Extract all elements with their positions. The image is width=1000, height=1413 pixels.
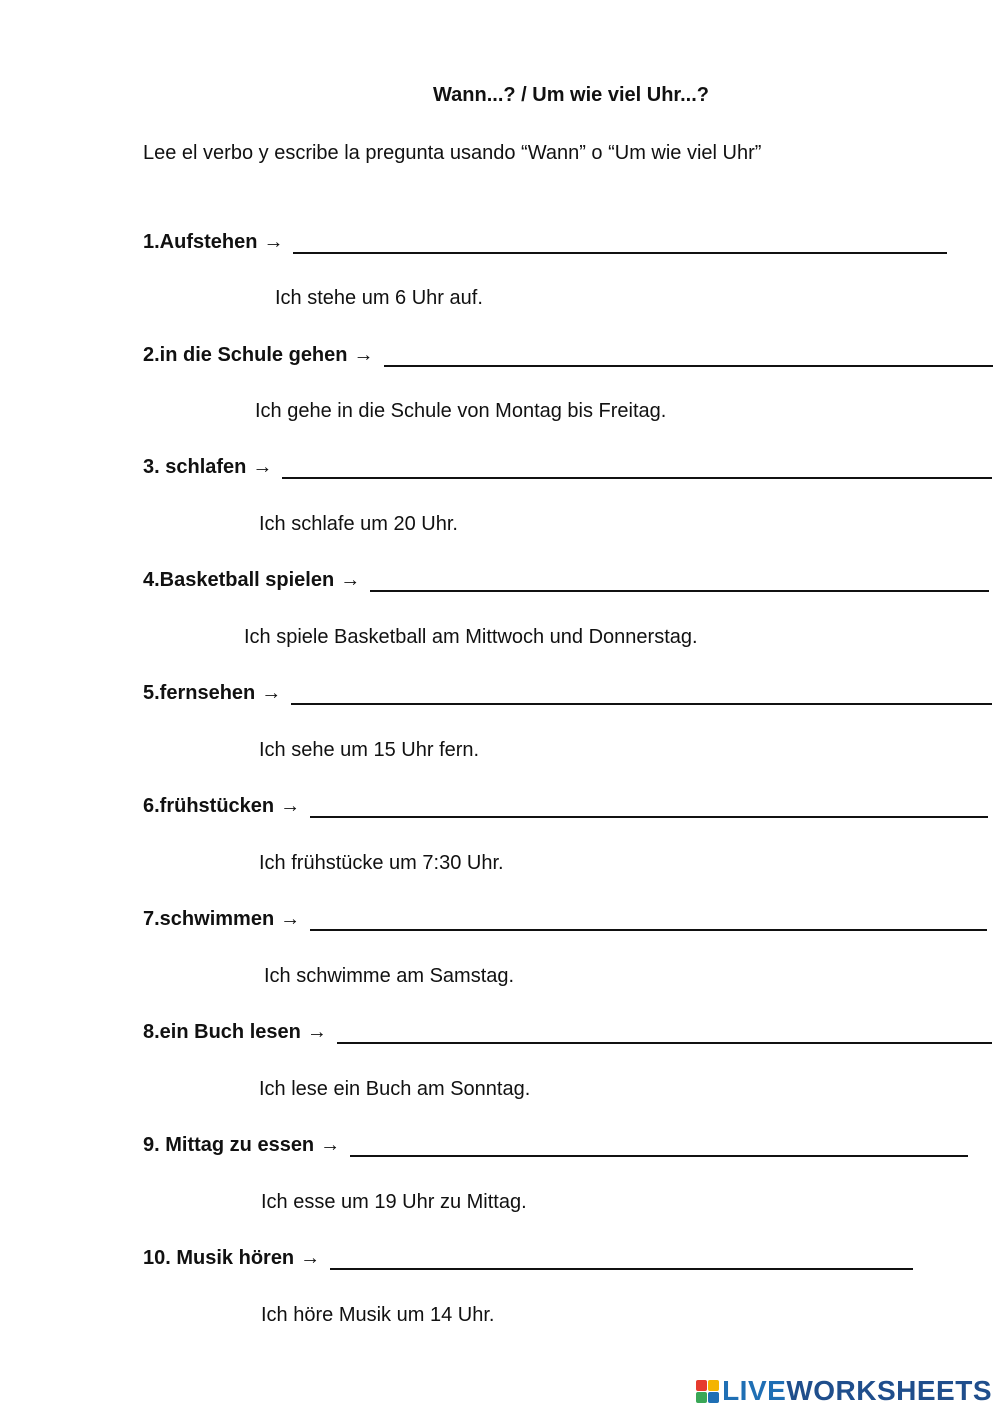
arrow-icon: → (353, 344, 374, 366)
verb-prompt: 1.Aufstehen (143, 231, 258, 253)
arrow-icon: → (280, 908, 301, 930)
answer-sentence-1: Ich stehe um 6 Uhr auf. (275, 287, 483, 309)
arrow-icon: → (252, 456, 273, 478)
arrow-icon: → (340, 569, 361, 591)
verb-prompt: 2.in die Schule gehen (143, 344, 348, 366)
answer-sentence-4: Ich spiele Basketball am Mittwoch und Donnerstag. (244, 626, 698, 648)
arrow-icon: → (280, 795, 301, 817)
answer-blank[interactable] (337, 1020, 992, 1044)
verb-prompt: 9. Mittag zu essen (143, 1134, 315, 1156)
worksheet-title: Wann...? / Um wie viel Uhr...? (433, 84, 709, 106)
verb-prompt: 3. schlafen (143, 456, 247, 478)
verb-prompt: 4.Basketball spielen (143, 569, 335, 591)
answer-sentence-2: Ich gehe in die Schule von Montag bis Freitag. (255, 400, 667, 422)
liveworksheets-logo-icon (696, 1380, 719, 1403)
logo-text-worksheets: WORKSHEETS (786, 1375, 992, 1406)
verb-prompt: 7.schwimmen (143, 908, 275, 930)
arrow-icon: → (320, 1134, 341, 1156)
answer-sentence-10: Ich höre Musik um 14 Uhr. (261, 1304, 495, 1326)
answer-blank[interactable] (370, 568, 989, 592)
answer-blank[interactable] (291, 681, 992, 705)
arrow-icon: → (263, 231, 284, 253)
arrow-icon: → (300, 1247, 321, 1269)
answer-sentence-6: Ich frühstücke um 7:30 Uhr. (259, 852, 504, 874)
answer-sentence-7: Ich schwimme am Samstag. (264, 965, 515, 987)
answer-blank[interactable] (310, 794, 988, 818)
liveworksheets-logo (696, 1375, 992, 1407)
answer-blank[interactable] (330, 1246, 913, 1270)
verb-prompt: 5.fernsehen (143, 682, 256, 704)
answer-blank[interactable] (282, 455, 992, 479)
instruction-text: Lee el verbo y escribe la pregunta usando “Wann” o “Um wie viel Uhr” (143, 142, 762, 164)
arrow-icon: → (261, 682, 282, 704)
answer-sentence-5: Ich sehe um 15 Uhr fern. (259, 739, 480, 761)
answer-sentence-9: Ich esse um 19 Uhr zu Mittag. (261, 1191, 527, 1213)
answer-blank[interactable] (293, 230, 947, 254)
verb-prompt: 10. Musik hören (143, 1247, 295, 1269)
answer-sentence-3: Ich schlafe um 20 Uhr. (259, 513, 458, 535)
answer-blank[interactable] (310, 907, 987, 931)
answer-blank[interactable] (350, 1133, 968, 1157)
answer-sentence-8: Ich lese ein Buch am Sonntag. (259, 1078, 531, 1100)
answer-blank[interactable] (384, 343, 993, 367)
arrow-icon: → (306, 1021, 327, 1043)
verb-prompt: 8.ein Buch lesen (143, 1021, 301, 1043)
verb-prompt: 6.frühstücken (143, 795, 275, 817)
logo-text-live: LIVE (722, 1375, 787, 1406)
